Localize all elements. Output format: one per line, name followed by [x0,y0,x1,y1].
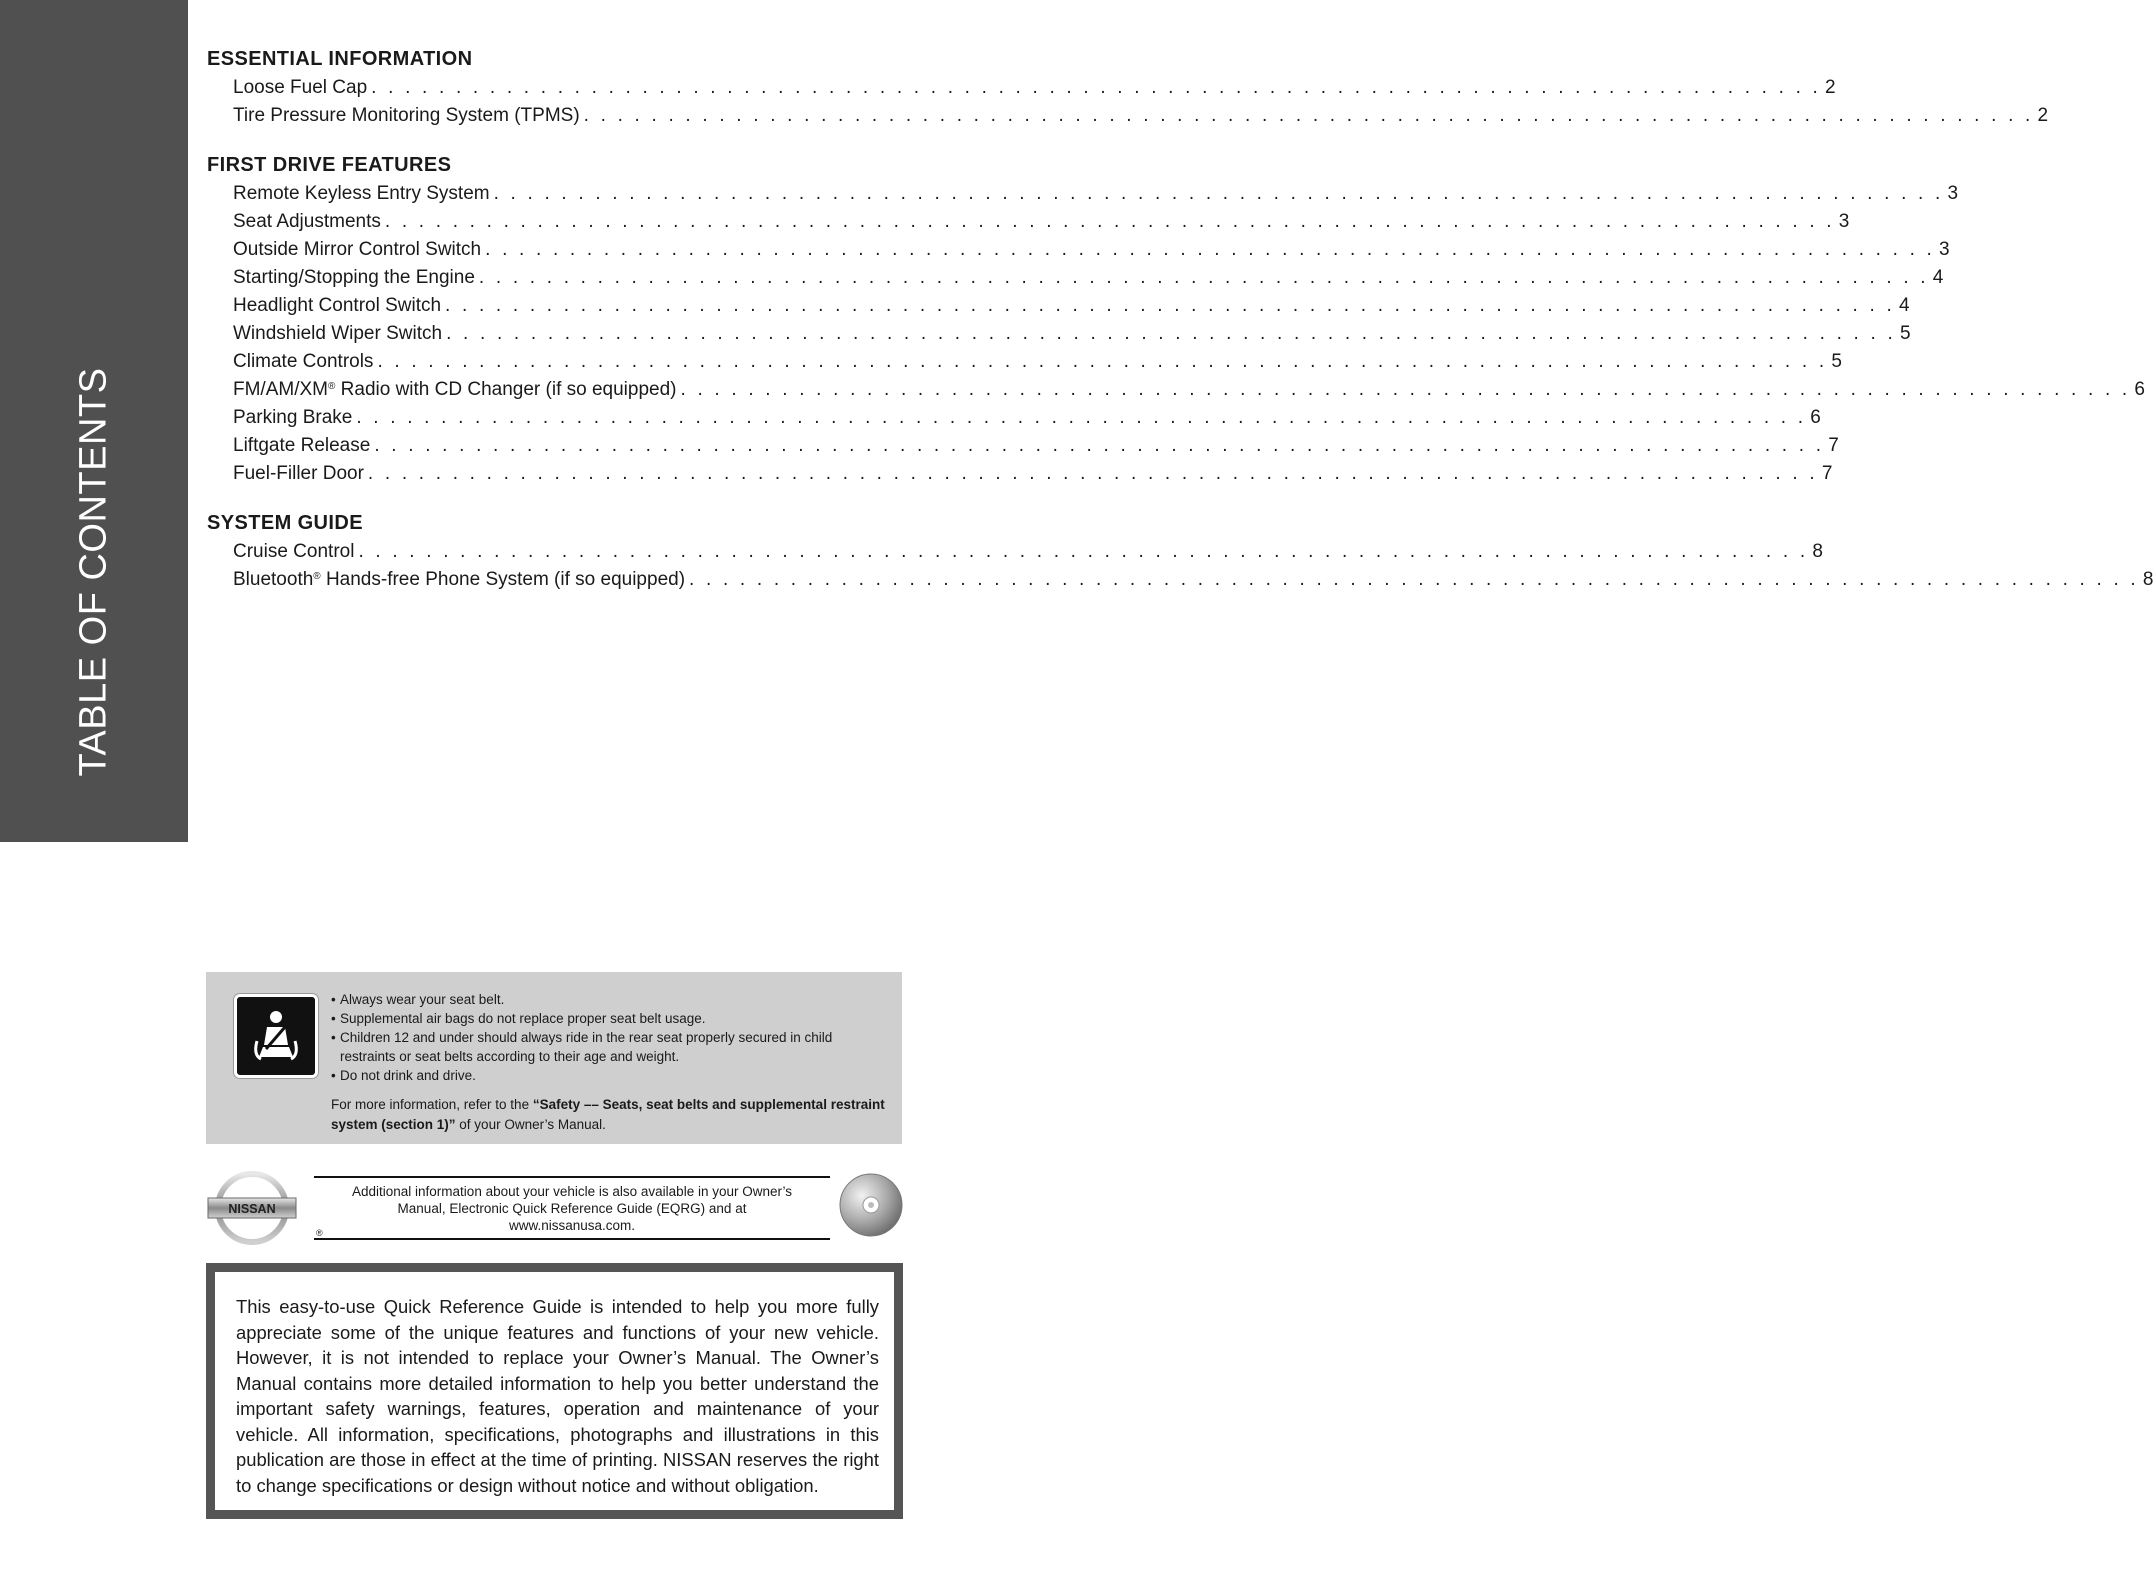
toc-entry-page: 3 [1838,211,1850,232]
safety-reference-section: “Safety –– Seats, seat belts and supplemental restraint system (section 1)” [331,1097,885,1132]
toc-section [207,150,2145,488]
side-tab-label: TABLE OF CONTENTS [72,367,115,777]
toc-entry-page: 3 [1939,239,1950,260]
toc-entry[interactable] [207,566,2154,594]
toc-entry-page: 2 [1825,77,1836,98]
nissan-info-row [206,1162,902,1252]
toc-entry-title: Windshield Wiper Switch [233,323,443,344]
registered-mark: ® [316,1228,323,1238]
toc-entry[interactable] [207,538,1823,566]
safety-bullets [331,990,891,1135]
toc-entry-page: 6 [2134,379,2145,400]
toc-entry-title: Climate Controls [233,351,374,372]
toc-entry-page: 5 [1899,323,1911,344]
dot-leader: . . . . . . . . . . . . . . . . . . . . . . . . . . . . . . . . . . . . . . . . . . . . . . . . . . . . . . . . . . . . . . . . . . . . . . . . . . . . . . . . . . . . . . [374,435,1825,456]
safety-bullet: • Supplemental air bags do not replace proper seat belt usage. [331,1011,706,1026]
toc-entry-title: FM/AM/XM® Radio with CD Changer (if so equipped) [233,379,677,400]
toc-entry[interactable] [207,348,1842,376]
toc-entry[interactable] [207,432,1839,460]
toc-entry[interactable] [207,460,1833,488]
safety-bullet: • Children 12 and under should always ride in the rear seat properly secured in child restraints or seat belts according to their age and weight. [331,1030,833,1064]
dot-leader: . . . . . . . . . . . . . . . . . . . . . . . . . . . . . . . . . . . . . . . . . . . . . . . . . . . . . . . . . . . . . . . . . . . . . . . . . . . . . . . . . . . . . . [356,407,1807,428]
toc-entry-page: 7 [1821,463,1833,484]
dot-leader: . . . . . . . . . . . . . . . . . . . . . . . . . . . . . . . . . . . . . . . . . . . . . . . . . . . . . . . . . . . . . . . . . . . . . . . . . . . . . . . . . . . . . . [445,295,1895,316]
section-heading: SYSTEM GUIDE [207,512,363,534]
toc-entry-title: Starting/Stopping the Engine [233,267,475,288]
toc-entry-page: 4 [1932,267,1944,288]
toc-entry-page: 5 [1831,351,1842,372]
dot-leader: . . . . . . . . . . . . . . . . . . . . . . . . . . . . . . . . . . . . . . . . . . . . . . . . . . . . . . . . . . . . . . . . . . . . . . . . . . . . . . . . . . . . . . [367,463,1818,484]
toc-entry-page: 2 [2037,105,2049,126]
toc-entry[interactable] [207,74,1836,102]
seatbelt-icon [234,994,318,1078]
safety-notice [206,972,902,1144]
toc-section [207,44,2049,130]
table-of-contents [207,44,2154,614]
safety-bullet: • Do not drink and drive. [331,1068,476,1083]
toc-entry[interactable] [207,292,1910,320]
toc-entry[interactable] [207,264,1944,292]
toc-entry[interactable] [207,102,2049,130]
toc-entry[interactable] [207,320,1911,348]
intro-panel [215,1272,894,1510]
dot-leader: . . . . . . . . . . . . . . . . . . . . . . . . . . . . . . . . . . . . . . . . . . . . . . . . . . . . . . . . . . . . . . . . . . . . . . . . . . . . . . . . . . . . . . [384,211,1835,232]
toc-entry[interactable] [207,208,1850,236]
dot-leader: . . . . . . . . . . . . . . . . . . . . . . . . . . . . . . . . . . . . . . . . . . . . . . . . . . . . . . . . . . . . . . . . . . . . . . . . . . . . . . . . . . . . . . [446,323,1896,344]
dot-leader: . . . . . . . . . . . . . . . . . . . . . . . . . . . . . . . . . . . . . . . . . . . . . . . . . . . . . . . . . . . . . . . . . . . . . . . . . . . . . . . . . . . . . . [485,239,1936,260]
registered-mark: ® [313,571,321,582]
registered-mark: ® [328,381,336,392]
toc-entry-title: Remote Keyless Entry System [233,183,490,204]
safety-bullet: • Always wear your seat belt. [331,992,505,1007]
nissan-logo-icon [206,1168,298,1248]
toc-entry[interactable] [207,180,1959,208]
dot-leader: . . . . . . . . . . . . . . . . . . . . . . . . . . . . . . . . . . . . . . . . . . . . . . . . . . . . . . . . . . . . . . . . . . . . . . . . . . . . . . . . . . . . . . [493,183,1944,204]
toc-entry-page: 7 [1828,435,1839,456]
intro-text: This easy-to-use Quick Reference Guide is intended to help you more fully appreciate some of the unique features and functions of your new vehicle. However, it is not intended to replace your Owner’s Manual. The Owner’s Manual contains more detailed information to help you better understand the important safety warnings, features, operation and maintenance of your vehicle. All information, specifications, photographs and illustrations in this publication are those in effect at the time of printing. NISSAN reserves the right to change specifications or design without notice and without obligation. [236,1296,879,1496]
toc-entry-title: Seat Adjustments [233,211,381,232]
toc-section [207,508,2154,594]
nissan-logo-text: NISSAN [228,1202,276,1216]
toc-entry[interactable] [207,376,2145,404]
toc-entry-title: Liftgate Release [233,435,371,456]
dot-leader: . . . . . . . . . . . . . . . . . . . . . . . . . . . . . . . . . . . . . . . . . . . . . . . . . . . . . . . . . . . . . . . . . . . . . . . . . . . . . . . . . . . . . . [680,379,2131,400]
dot-leader: . . . . . . . . . . . . . . . . . . . . . . . . . . . . . . . . . . . . . . . . . . . . . . . . . . . . . . . . . . . . . . . . . . . . . . . . . . . . . . . . . . . . . . [583,105,2034,126]
dot-leader: . . . . . . . . . . . . . . . . . . . . . . . . . . . . . . . . . . . . . . . . . . . . . . . . . . . . . . . . . . . . . . . . . . . . . . . . . . . . . . . . . . . . . . [689,569,2139,590]
toc-entry-title: Cruise Control [233,541,355,562]
toc-entry-page: 6 [1810,407,1821,428]
additional-info-box [314,1176,830,1240]
side-tab [0,0,188,842]
dot-leader: . . . . . . . . . . . . . . . . . . . . . . . . . . . . . . . . . . . . . . . . . . . . . . . . . . . . . . . . . . . . . . . . . . . . . . . . . . . . . . . . . . . . . . [377,351,1828,372]
toc-entry-title: Bluetooth® Hands-free Phone System (if so equipped) [233,569,686,590]
cd-disc-icon [838,1172,904,1238]
toc-entry[interactable] [207,236,1950,264]
toc-entry-page: 3 [1947,183,1959,204]
toc-entry-title: Tire Pressure Monitoring System (TPMS) [233,105,580,126]
dot-leader: . . . . . . . . . . . . . . . . . . . . . . . . . . . . . . . . . . . . . . . . . . . . . . . . . . . . . . . . . . . . . . . . . . . . . . . . . . . . . . . . . . . . . . [358,541,1809,562]
toc-entry-title: Fuel-Filler Door [233,463,364,484]
toc-sections [207,44,2154,594]
additional-info-text: Additional information about your vehicle is also available in your Owner’s Manual, Electronic Quick Reference Guide (EQRG) and at www.nissanusa.com. [352,1183,792,1233]
toc-entry-page: 4 [1898,295,1910,316]
section-heading: FIRST DRIVE FEATURES [207,154,452,176]
dot-leader: . . . . . . . . . . . . . . . . . . . . . . . . . . . . . . . . . . . . . . . . . . . . . . . . . . . . . . . . . . . . . . . . . . . . . . . . . . . . . . . . . . . . . . [478,267,1929,288]
intro-frame [206,1263,903,1519]
toc-entry-title: Outside Mirror Control Switch [233,239,482,260]
toc-entry[interactable] [207,404,1821,432]
toc-entry-title: Loose Fuel Cap [233,77,368,98]
toc-entry-title: Parking Brake [233,407,353,428]
toc-entry-page: 8 [1812,541,1823,562]
toc-entry-title: Headlight Control Switch [233,295,442,316]
safety-reference: For more information, refer to the “Safety –– Seats, seat belts and supplemental restraint system (section 1)” of your Owner’s Manual. [331,1097,885,1132]
toc-entry-page: 8 [2142,569,2154,590]
section-heading: ESSENTIAL INFORMATION [207,48,473,70]
dot-leader: . . . . . . . . . . . . . . . . . . . . . . . . . . . . . . . . . . . . . . . . . . . . . . . . . . . . . . . . . . . . . . . . . . . . . . . . . . . . . . . . . . . . . . [371,77,1822,98]
